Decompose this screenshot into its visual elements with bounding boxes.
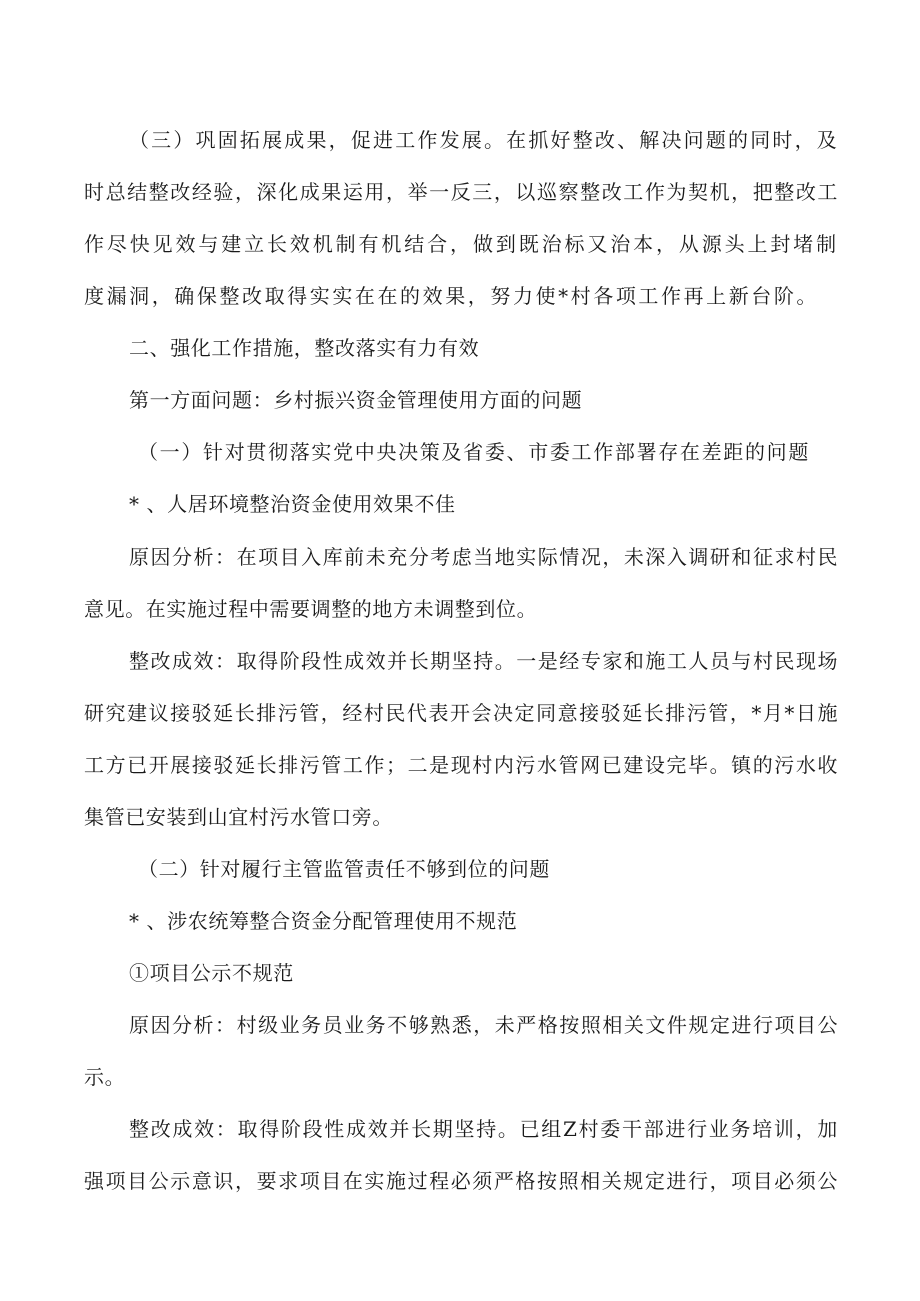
text-line-result: 整改成效：取得阶段性成效并长期坚持。一是经专家和施工人员与村民现场 <box>129 649 839 673</box>
text-line-cause: 原因分析：在项目入库前未充分考虑当地实际情况，未深入调研和征求村民 <box>129 545 839 569</box>
text-line-cause: 原因分析：村级业务员业务不够熟悉，未严格按照相关文件规定进行项目公 <box>129 1013 839 1037</box>
subsection-heading: 第一方面问题：乡村振兴资金管理使用方面的问题 <box>129 388 583 412</box>
text-line: 度漏洞，确保整改取得实实在在的效果，努力使*村各项工作再上新台阶。 <box>84 284 819 308</box>
text-line: 时总结整改经验，深化成果运用，举一反三，以巡察整改工作为契机，把整改工 <box>84 180 839 204</box>
issue-title: * 、涉农统筹整合资金分配管理使用不规范 <box>129 909 518 933</box>
text-line: 作尽快见效与建立长效机制有机结合，做到既治标又治本，从源头上封堵制 <box>84 232 839 256</box>
issue-subtitle: ①项目公示不规范 <box>129 961 294 985</box>
text-line-section-3: （三）巩固拓展成果，促进工作发展。在抓好整改、解决问题的同时，及 <box>129 128 839 152</box>
text-line: 意见。在实施过程中需要调整的地方未调整到位。 <box>84 597 538 621</box>
text-line-result: 整改成效：取得阶段性成效并长期坚持。已组Z村委干部进行业务培训，加 <box>129 1117 839 1141</box>
text-line-item-2: （二）针对履行主管监管责任不够到位的问题 <box>138 857 550 881</box>
text-line: 研究建议接驳延长排污管，经村民代表开会决定同意接驳延长排污管，*月*日施 <box>84 701 839 725</box>
section-heading: 二、强化工作措施，整改落实有力有效 <box>129 336 480 360</box>
text-line-item-1: （一）针对贯彻落实党中央决策及省委、市委工作部署存在差距的问题 <box>138 440 810 464</box>
text-line: 强项目公示意识，要求项目在实施过程必须严格按照相关规定进行，项目必须公 <box>84 1169 839 1193</box>
text-line: 工方已开展接驳延长排污管工作；二是现村内污水管网已建设完毕。镇的污水收 <box>84 753 839 777</box>
text-line: 示。 <box>84 1065 126 1089</box>
text-line: 集管已安装到山宜村污水管口旁。 <box>84 805 393 829</box>
issue-title: * 、人居环境整治资金使用效果不佳 <box>129 492 456 516</box>
